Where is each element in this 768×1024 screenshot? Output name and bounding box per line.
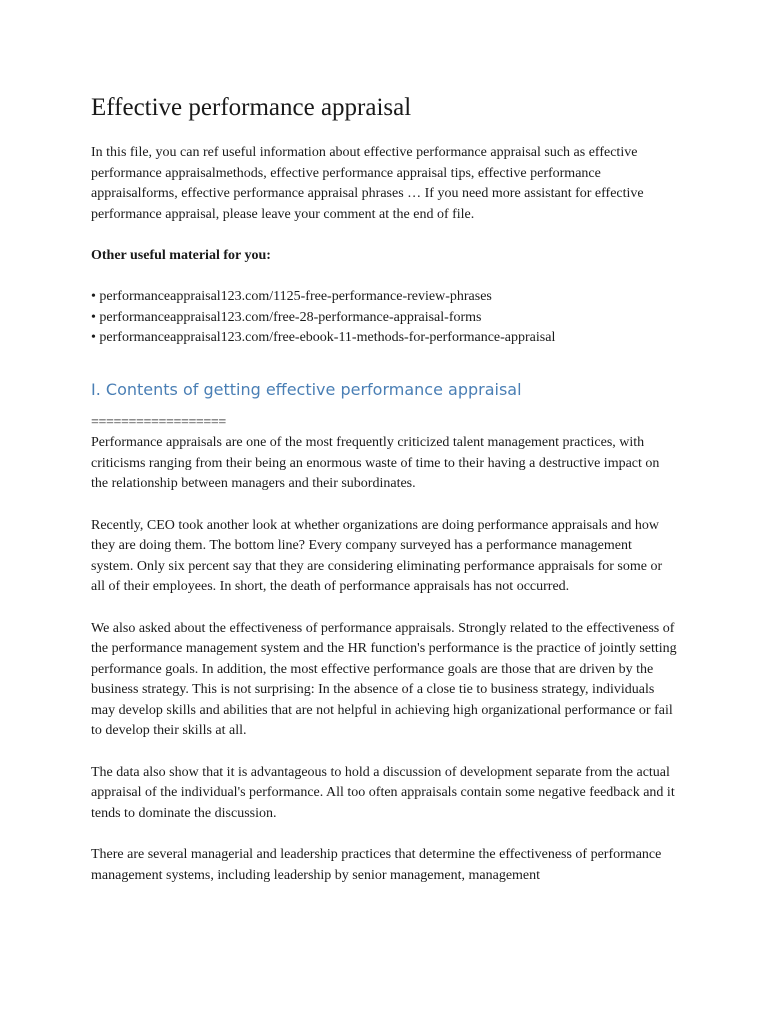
intro-paragraph: In this file, you can ref useful information about effective performance appraisal such as effective performance appraisalmethods, effective performance appraisal tips, effective performance appraisalforms, effective performance appraisal phrases … If you need more assistant for effective performance appraisal, please leave your comment at the end of file. <box>91 145 644 222</box>
document-title: Effective performance appraisal <box>91 94 412 121</box>
body-paragraph: The data also show that it is advantageous to hold a discussion of development separate from the actual appraisal of the individual's performance. All too often appraisals contain some negative feedback and it tends to dominate the discussion. <box>91 764 675 821</box>
body-paragraph: There are several managerial and leadership practices that determine the effectiveness of performance management systems, including leadership by senior management, management <box>91 847 662 883</box>
useful-material-heading: Other useful material for you: <box>91 248 271 263</box>
useful-link-item: • performanceappraisal123.com/1125-free-performance-review-phrases <box>91 287 677 308</box>
body-paragraph: Recently, CEO took another look at whether organizations are doing performance appraisals and how they are doing them. The bottom line? Every company surveyed has a performance management system. Only six percent say that they are considering eliminating performance appraisals for some or all of their employees. In short, the death of performance appraisals has not occurred. <box>91 517 663 594</box>
separator-line: ================== <box>91 414 226 430</box>
body-paragraph: We also asked about the effectiveness of performance appraisals. Strongly related to the effectiveness of the performance management system and the HR function's performance is the practice of jointly setting performance goals. In addition, the most effective performance goals are those that are driven by the business strategy. This is not surprising: In the absence of a close tie to business strategy, individuals may develop skills and abilities that are not helpful in achieving high organizational performance or fail to develop their skills at all. <box>91 620 677 738</box>
useful-link-item: • performanceappraisal123.com/free-ebook-11-methods-for-performance-appraisal <box>91 328 677 349</box>
section-heading: I. Contents of getting effective performance appraisal <box>91 379 522 399</box>
useful-links-list <box>91 287 677 349</box>
body-paragraph: Performance appraisals are one of the most frequently criticized talent management practices, with criticisms ranging from their being an enormous waste of time to their having a destructive impact on the relationship between managers and their subordinates. <box>91 435 660 491</box>
useful-link-item: • performanceappraisal123.com/free-28-performance-appraisal-forms <box>91 308 677 329</box>
